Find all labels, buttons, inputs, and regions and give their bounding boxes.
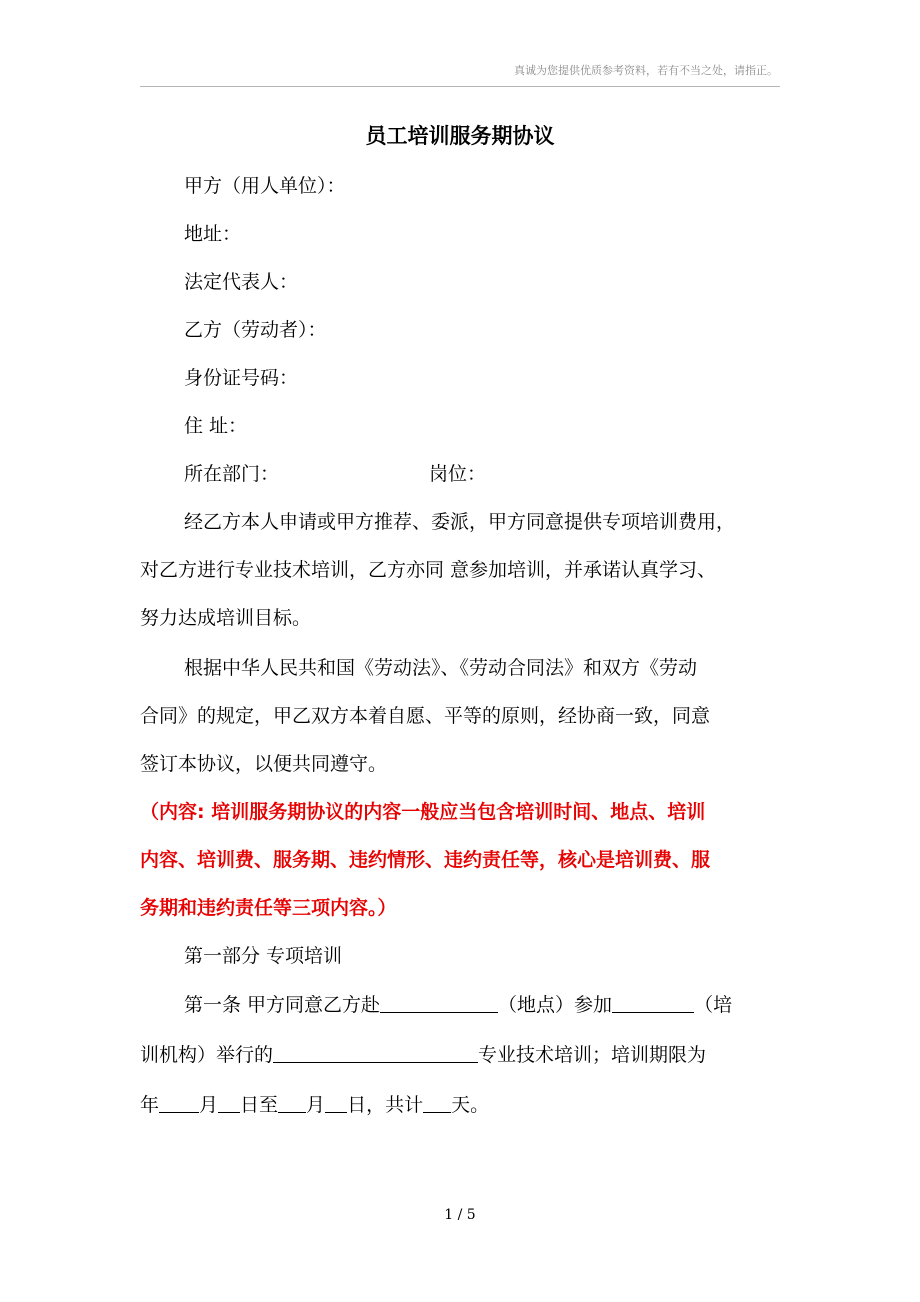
party-b-field: 乙方（劳动者）：: [184, 319, 327, 341]
page-number: 1 / 5: [444, 1207, 476, 1223]
article1-text: 第一条 甲方同意乙方赴: [184, 994, 381, 1016]
position-field: 岗位：: [429, 463, 487, 485]
para1-line2: 对乙方进行专业技术培训，乙方亦同 意参加培训，并承诺认真学习、: [140, 559, 717, 581]
department-position-row: [184, 462, 834, 486]
article1-text: （地点）参加: [498, 994, 613, 1016]
article1-text: 月: [199, 1094, 219, 1116]
id-number-field: 身份证号码：: [184, 367, 299, 389]
location-blank: [380, 992, 498, 1013]
para2-line2: 合同》的规定，甲乙双方本着自愿、平等的原则，经协商一致，同意: [140, 705, 711, 727]
header-rule: [140, 86, 780, 87]
day-blank: [218, 1092, 240, 1113]
address-field: 地址：: [184, 223, 242, 245]
party-a-field: 甲方（用人单位）：: [184, 175, 346, 197]
legal-rep-field: 法定代表人：: [184, 271, 299, 293]
article1-line3: [140, 1092, 790, 1117]
article1-text: 日至: [240, 1094, 279, 1116]
article1-text: （培: [694, 994, 733, 1016]
month-blank: [159, 1092, 199, 1113]
residence-field: 住 址：: [184, 415, 248, 437]
article1-text: 训机构）举行的: [140, 1044, 274, 1066]
para2-line1: 根据中华人民共和国《劳动法》、《劳动合同法》和双方《劳动: [184, 657, 698, 679]
institution-blank: [612, 992, 694, 1013]
para1-line1: 经乙方本人申请或甲方推荐、委派，甲方同意提供专项培训费用，: [184, 511, 736, 533]
header-note: 真诚为您提供优质参考资料，若有不当之处，请指正。: [514, 64, 778, 77]
para2-line3: 签订本协议，以便共同遵守。: [140, 753, 388, 775]
article1-line1: [184, 992, 834, 1017]
article1-text: 月: [306, 1094, 326, 1116]
article1-text: 日，共计: [347, 1094, 424, 1116]
article1-text: 年: [140, 1094, 160, 1116]
document-title: 员工培训服务期协议: [365, 124, 555, 148]
section-title: 第一部分 专项培训: [184, 945, 343, 967]
days-blank: [423, 1092, 451, 1113]
article1-text: 专业技术培训；培训期限为: [478, 1044, 707, 1066]
para1-line3: 努力达成培训目标。: [140, 607, 312, 629]
article1-text: 天。: [451, 1094, 490, 1116]
day-blank: [325, 1092, 347, 1113]
note-line1: （内容: 培训服务期协议的内容一般应当包含培训时间、地点、培训: [140, 801, 706, 823]
note-line3: 务期和违约责任等三项内容。）: [140, 897, 397, 919]
month-blank: [278, 1092, 306, 1113]
major-blank: [273, 1042, 478, 1063]
article1-line2: [140, 1042, 790, 1067]
note-line2: 内容、培训费、服务期、违约情形、违约责任等，核心是培训费、服: [140, 849, 711, 871]
department-field: 所在部门：: [184, 463, 280, 485]
